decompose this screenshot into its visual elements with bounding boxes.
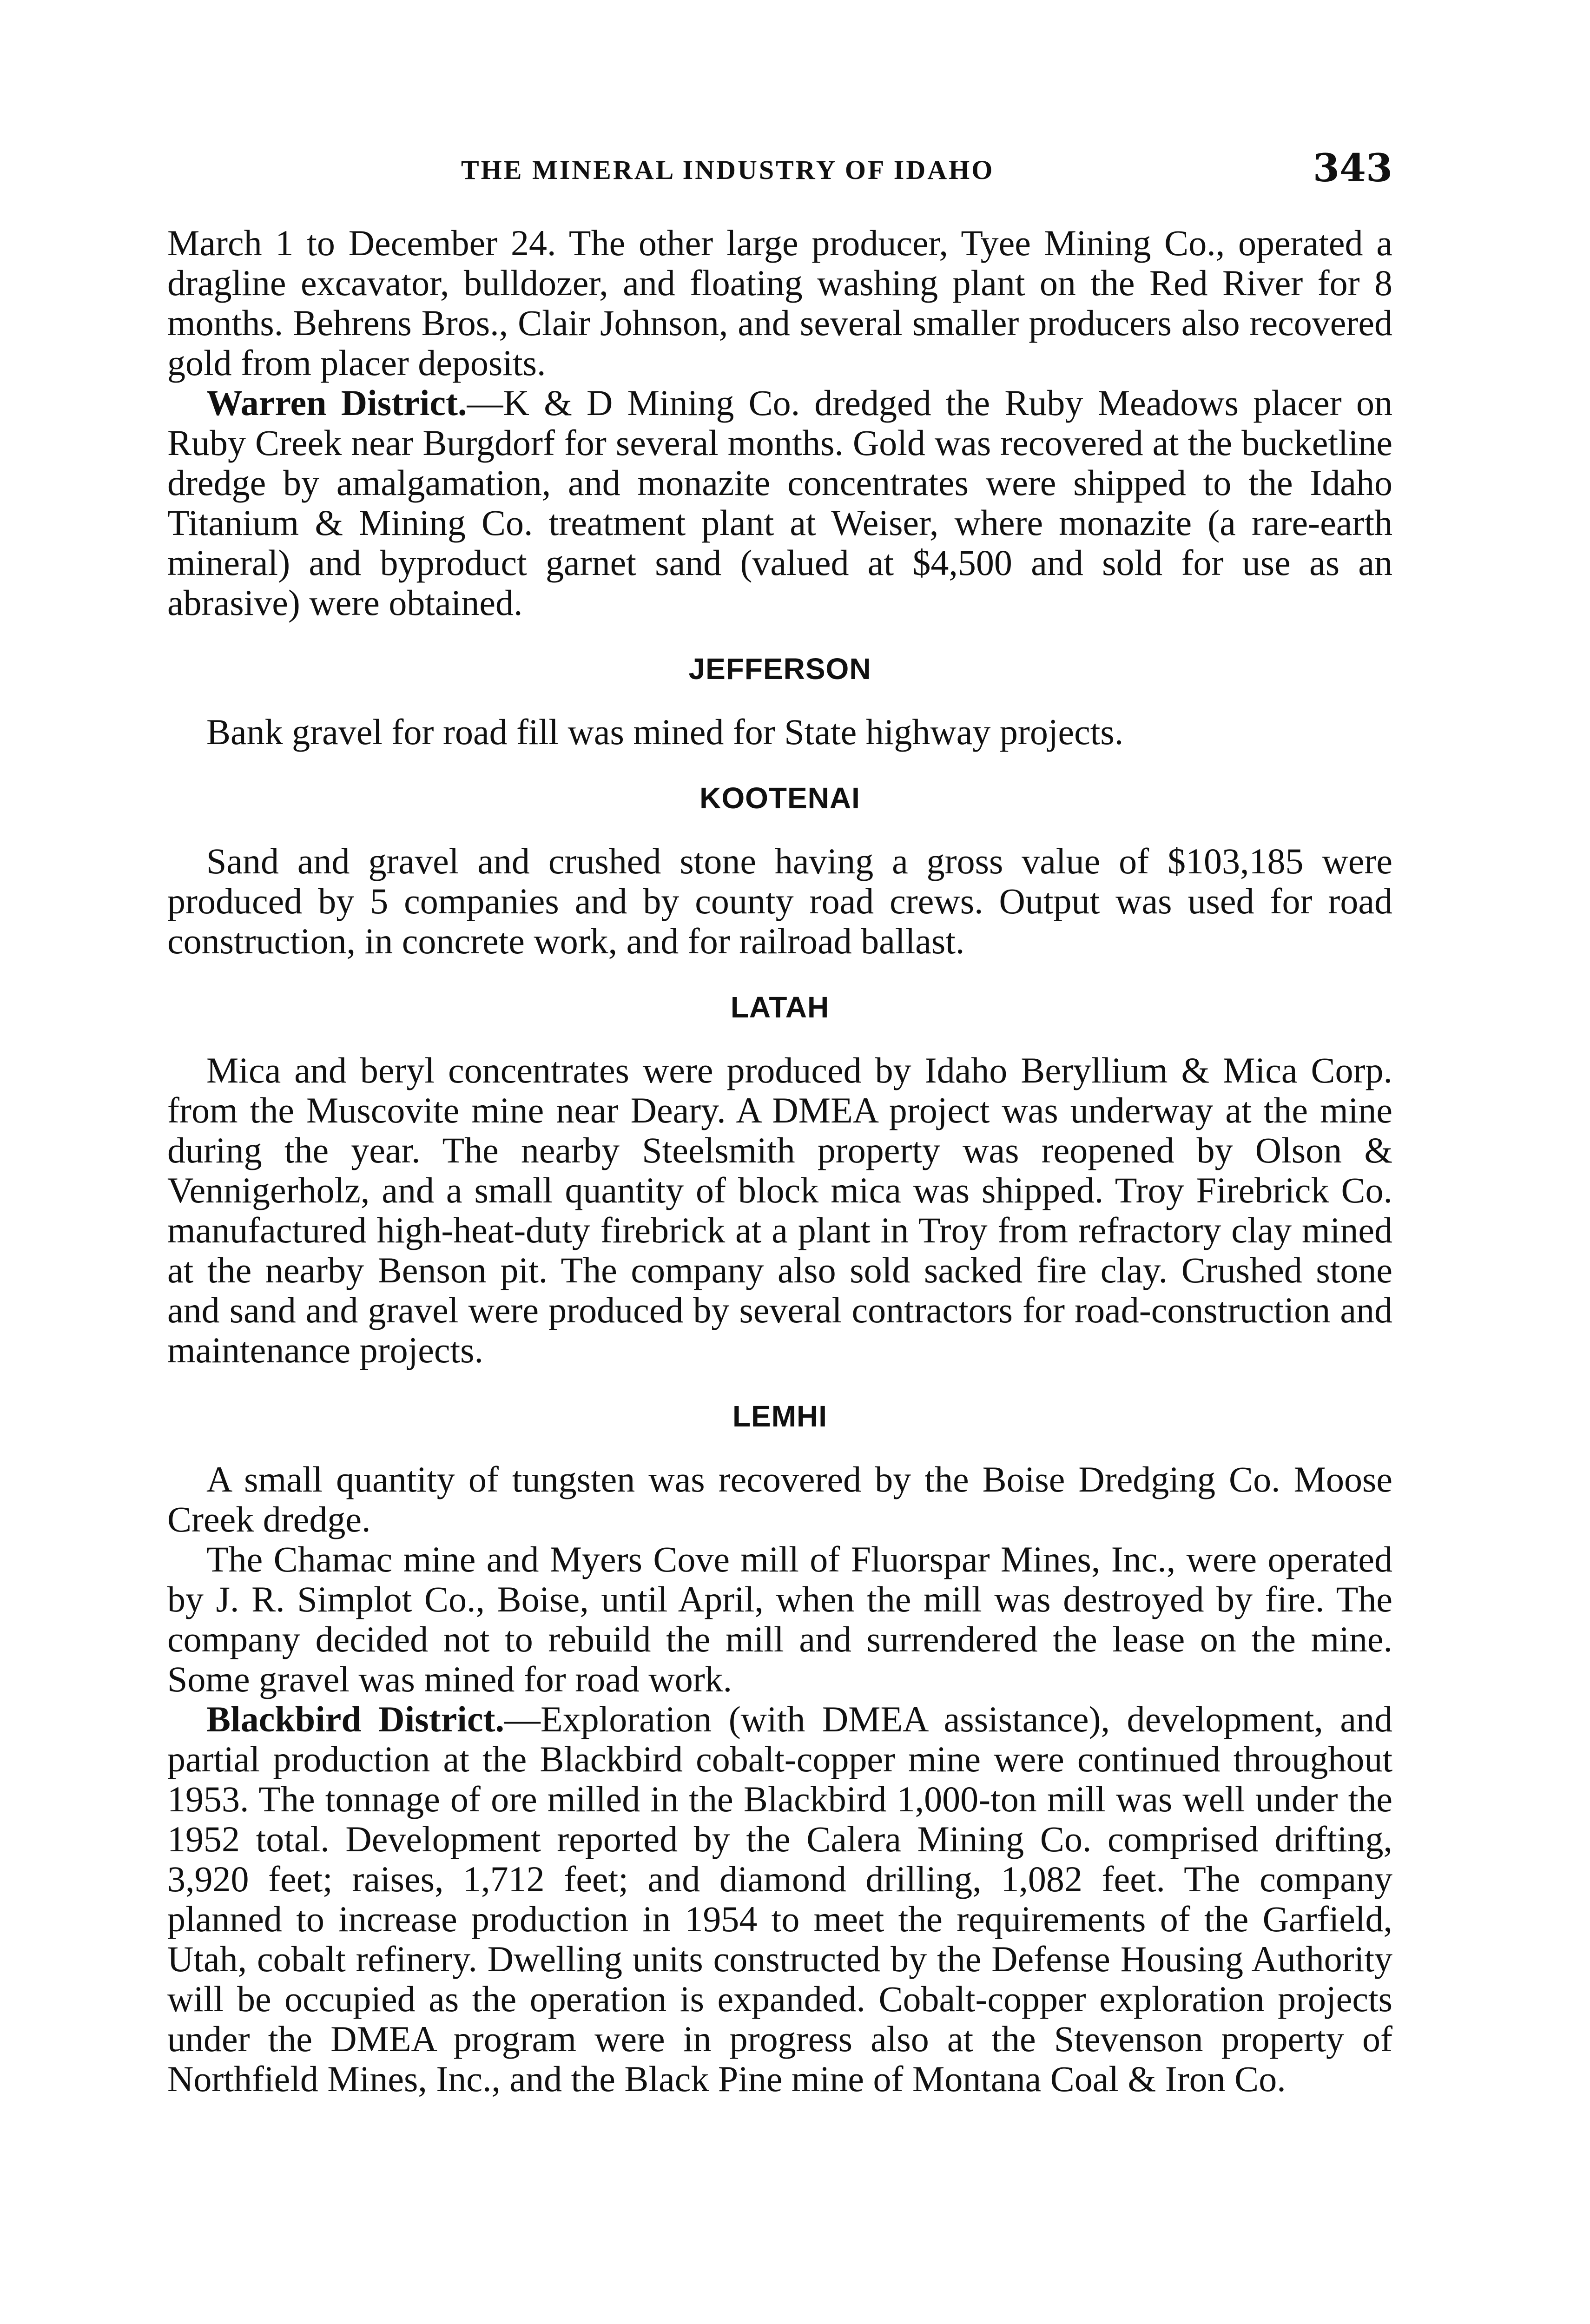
section-latah (167, 991, 1392, 1370)
paragraph: March 1 to December 24. The other large producer, Tyee Mining Co., operated a dragline excavator, bulldozer, and floating washing plant on the Red River for 8 months. Behrens Bros., Clair Johnson, and several smaller producers also recovered gold from placer deposits. (167, 223, 1392, 383)
paragraph-blackbird-district (167, 1699, 1392, 2099)
paragraph: Bank gravel for road fill was mined for State highway projects. (206, 712, 1124, 752)
section-heading: LEMHI (732, 1400, 828, 1433)
section-heading: JEFFERSON (688, 652, 871, 686)
paragraph: Sand and gravel and crushed stone having a gross value of $103,185 were produced by 5 companies and by county road crews. Output was used for road construction, in concrete work, and for railroad ballast. (167, 841, 1392, 961)
paragraph-text: —K & D Mining Co. dredged the Ruby Meadows placer on Ruby Creek near Burgdorf for several months. Gold was recovered at the bucketline dredge by amalgamation, and monazite concentrates were shipped to the Idaho Titanium & Mining Co. treatment plant at Weiser, where monazite (a rare-earth mineral) and byproduct garnet sand (valued at $4,500 and sold for use as an abrasive) were obtained. (167, 383, 1392, 623)
section-kootenai (167, 782, 1392, 961)
paragraph: The Chamac mine and Myers Cove mill of Fluorspar Mines, Inc., were operated by J. R. Simplot Co., Boise, until April, when the mill was destroyed by fire. The company decided not to rebuild the mill and surrendered the lease on the mine. Some gravel was mined for road work. (167, 1539, 1392, 1699)
page-number: 343 (1313, 146, 1392, 191)
section-lemhi (167, 1400, 1392, 2099)
run-in-heading: Blackbird District. (206, 1699, 504, 1739)
run-in-heading: Warren District. (206, 383, 467, 423)
section-intro (167, 223, 1392, 623)
section-heading: LATAH (730, 990, 830, 1024)
running-head: THE MINERAL INDUSTRY OF IDAHO (461, 155, 995, 185)
page-header (167, 146, 1392, 191)
section-heading: KOOTENAI (699, 781, 860, 815)
page-body (167, 223, 1392, 2099)
paragraph: A small quantity of tungsten was recovered by the Boise Dredging Co. Moose Creek dredge. (167, 1459, 1392, 1539)
section-jefferson (167, 653, 1392, 752)
paragraph: Mica and beryl concentrates were produced by Idaho Beryllium & Mica Corp. from the Muscovite mine near Deary. A DMEA project was underway at the mine during the year. The nearby Steelsmith property was reopened by Olson & Vennigerholz, and a small quantity of block mica was shipped. Troy Firebrick Co. manufactured high-heat-duty firebrick at a plant in Troy from refractory clay mined at the nearby Benson pit. The company also sold sacked fire clay. Crushed stone and sand and gravel were produced by several contractors for road-construction and maintenance projects. (167, 1050, 1392, 1370)
paragraph-text: —Exploration (with DMEA assistance), development, and partial production at the Blackbird cobalt-copper mine were continued throughout 1953. The tonnage of ore milled in the Blackbird 1,000-ton mill was well under the 1952 total. Development reported by the Calera Mining Co. comprised drifting, 3,920 feet; raises, 1,712 feet; and diamond drilling, 1,082 feet. The company planned to increase production in 1954 to meet the requirements of the Garfield, Utah, cobalt refinery. Dwelling units constructed by the Defense Housing Authority will be occupied as the operation is expanded. Cobalt-copper exploration projects under the DMEA program were in progress also at the Stevenson property of Northfield Mines, Inc., and the Black Pine mine of Montana Coal & Iron Co. (167, 1699, 1392, 2099)
paragraph-warren-district (167, 383, 1392, 623)
